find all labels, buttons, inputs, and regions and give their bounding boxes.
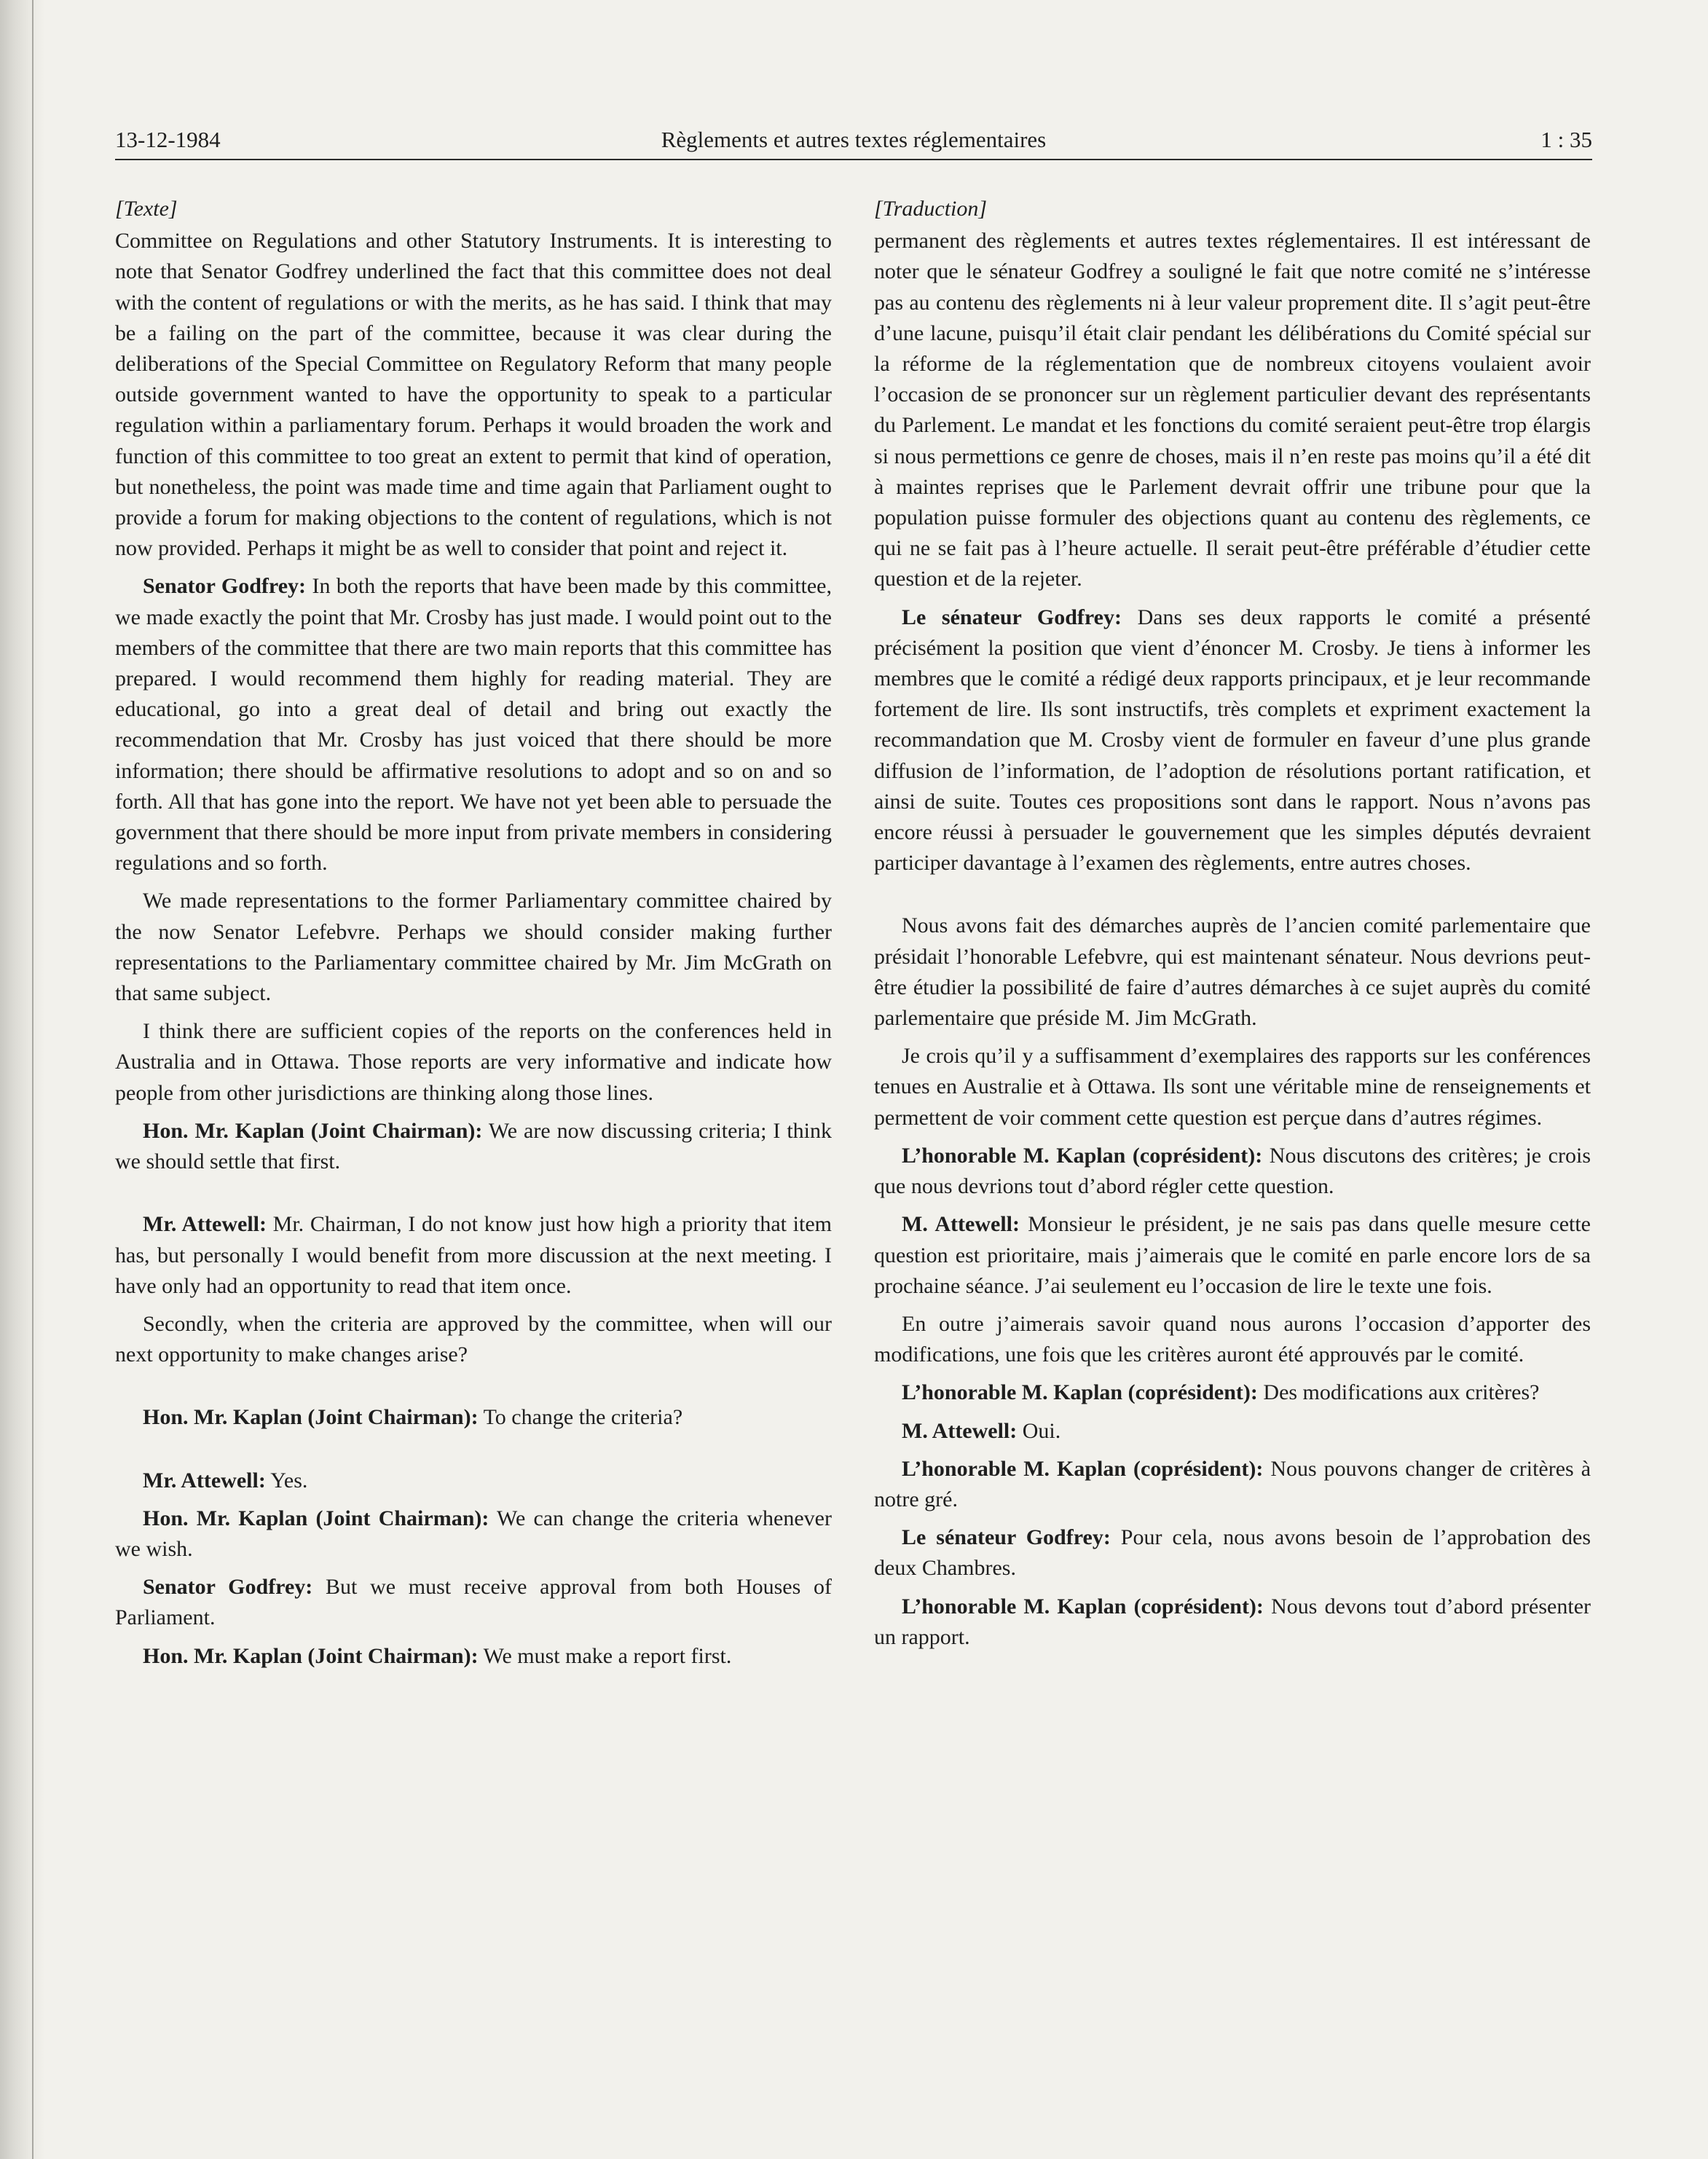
speaker-name: Mr. Attewell:	[143, 1212, 267, 1237]
speaker-name: L’honorable M. Kaplan (coprésident):	[902, 1594, 1264, 1619]
paragraph: permanent des règlements et autres textes réglementaires. Il est intéressant de noter que le sénateur Godfrey a souligné le fait que notre comité ne s’intéresse pas au contenu des règlements ni à leur valeur proprement dite. Il s’agit peut-être d’une lacune, puisqu’il était clair pendant les délibérations du Comité spécial sur la réforme de la réglementation que de nombreux citoyens voulaient avoir l’occasion de se prononcer sur un règlement particulier devant des représentants du Parlement. Le mandat et les fonctions du comité seraient peut-être trop élargis si nous permettions ce genre de choses, mais il n’en reste pas moins qu’il a été dit à maintes reprises que le Parlement devrait offrir une tribune pour que la population puisse formuler des objections quant au contenu des règlements, ce qui ne se fait pas à l’heure actuelle. Il serait peut-être préférable d’étudier cette question et de la rejeter.	[874, 229, 1591, 591]
paragraph: Hon. Mr. Kaplan (Joint Chairman): To change the criteria?	[143, 1405, 683, 1430]
paragraph: En outre j’aimerais savoir quand nous aurons l’occasion d’apporter des modifications, une fois que les critères auront été approuvés par le comité.	[874, 1311, 1591, 1367]
spacer	[115, 1184, 832, 1209]
english-column	[115, 194, 832, 1679]
speaker-name: Senator Godfrey:	[143, 574, 306, 599]
speaker-name: L’honorable M. Kaplan (coprésident):	[902, 1143, 1263, 1168]
paragraph: L’honorable M. Kaplan (coprésident): Nous discutons des critères; je crois que nous devrions tout d’abord régler cette question.	[874, 1143, 1591, 1199]
speaker-name: M. Attewell:	[902, 1212, 1020, 1237]
paragraph: Le sénateur Godfrey: Dans ses deux rapports le comité a présenté précisément la position que vient d’énoncer M. Crosby. Je tiens à informer les membres que le comité a rédigé deux rapports principaux, et je leur recommande fortement de lire. Ils sont instructifs, très complets et expriment exactement la recommandation que M. Crosby vient de formuler en faveur d’une plus grande diffusion de l’information, de l’adoption de résolutions portant ratification, et ainsi de suite. Toutes ces propositions sont dans le rapport. Nous n’avons pas encore réussi à persuader le gouvernement que les simples députés devraient participer davantage à l’examen des règlements, entre autres choses.	[874, 605, 1591, 876]
paragraph: M. Attewell: Monsieur le président, je ne sais pas dans quelle mesure cette question est prioritaire, mais j’aimerais que le comité en parle encore lors de sa prochaine séance. J’ai seulement eu l’occasion de lire le texte une fois.	[874, 1212, 1591, 1298]
paragraph: L’honorable M. Kaplan (coprésident): Des modifications aux critères?	[902, 1380, 1540, 1405]
paragraph: I think there are sufficient copies of the reports on the conferences held in Australia and in Ottawa. Those reports are very informative and indicate how people from other jurisdictions are thinking along those lines.	[115, 1019, 832, 1105]
paragraph: Senator Godfrey: But we must receive approval from both Houses of Parliament.	[115, 1575, 832, 1630]
speaker-name: M. Attewell:	[902, 1418, 1018, 1443]
paragraph: Nous avons fait des démarches auprès de l’ancien comité parlementaire que présidait l’honorable Lefebvre, qui est maintenant sénateur. Nous devrions peut-être étudier la possibilité de faire d’autres démarches à ce sujet auprès du comité parlementaire que préside M. Jim McGrath.	[874, 913, 1591, 1031]
speaker-name: Hon. Mr. Kaplan (Joint Chairman):	[143, 1506, 489, 1530]
column-tag: [Texte]	[115, 197, 178, 221]
spacer	[874, 886, 1591, 911]
speaker-name: Le sénateur Godfrey:	[902, 1525, 1111, 1550]
header-title: Règlements et autres textes réglementaires	[661, 127, 1047, 152]
paragraph: Hon. Mr. Kaplan (Joint Chairman): We must make a report first.	[143, 1643, 732, 1668]
paragraph: Hon. Mr. Kaplan (Joint Chairman): We are now discussing criteria; I think we should settle that first.	[115, 1118, 832, 1174]
header-rule	[115, 159, 1592, 160]
running-header	[115, 122, 1592, 159]
column-tag: [Traduction]	[874, 197, 988, 221]
paragraph: Le sénateur Godfrey: Pour cela, nous avons besoin de l’approbation des deux Chambres.	[874, 1525, 1591, 1581]
speaker-name: Senator Godfrey:	[143, 1575, 313, 1600]
speaker-name: Hon. Mr. Kaplan (Joint Chairman):	[143, 1405, 479, 1430]
paragraph: Hon. Mr. Kaplan (Joint Chairman): We can change the criteria whenever we wish.	[115, 1506, 832, 1561]
header-page-number: 1 : 35	[1540, 127, 1592, 152]
spacer	[115, 1377, 832, 1402]
paragraph: We made representations to the former Parliamentary committee chaired by the now Senator Lefebvre. Perhaps we should consider making further representations to the Parliamentary committee chaired by Mr. Jim McGrath on that same subject.	[115, 889, 832, 1006]
paragraph: Je crois qu’il y a suffisamment d’exemplaires des rapports sur les conférences tenues en Australie et à Ottawa. Ils sont une véritable mine de renseignements et permettent de voir comment cette question est perçue dans d’autres régimes.	[874, 1044, 1591, 1130]
paragraph: Mr. Attewell: Yes.	[143, 1468, 308, 1493]
spacer	[115, 1441, 832, 1466]
paragraph: Mr. Attewell: Mr. Chairman, I do not know just how high a priority that item has, but personally I would benefit from more discussion at the next meeting. I have only had an opportunity to read that item once.	[115, 1212, 832, 1298]
paragraph: Committee on Regulations and other Statutory Instruments. It is interesting to note that Senator Godfrey underlined the fact that this committee does not deal with the content of regulations or with the merits, as he has said. I think that may be a failing on the part of the committee, because it was clear during the deliberations of the Special Committee on Regulatory Reform that many people outside government wanted to have the opportunity to speak to a particular regulation within a parliamentary forum. Perhaps it would broaden the work and function of this committee to too great an extent to permit that kind of operation, but nonetheless, the point was made time and time again that Parliament ought to provide a forum for making objections to the content of regulations, which is not now provided. Perhaps it might be as well to consider that point and reject it.	[115, 229, 832, 561]
paragraph: Secondly, when the criteria are approved by the committee, when will our next opportunity to make changes arise?	[115, 1311, 832, 1367]
paragraph: L’honorable M. Kaplan (coprésident): Nous devons tout d’abord présenter un rapport.	[874, 1594, 1591, 1649]
page-binding-shadow	[0, 0, 45, 2159]
speaker-name: Hon. Mr. Kaplan (Joint Chairman):	[143, 1118, 483, 1143]
speaker-name: L’honorable M. Kaplan (coprésident):	[902, 1456, 1264, 1481]
french-column	[874, 194, 1591, 1660]
binding-edge	[32, 0, 34, 2159]
speaker-name: Le sénateur Godfrey:	[902, 605, 1122, 629]
paragraph: L’honorable M. Kaplan (coprésident): Nous pouvons changer de critères à notre gré.	[874, 1456, 1591, 1511]
speaker-name: L’honorable M. Kaplan (coprésident):	[902, 1380, 1258, 1405]
paragraph: Senator Godfrey: In both the reports that have been made by this committee, we made exactly the point that Mr. Crosby has just made. I would point out to the members of the committee that there are two main reports that this committee has prepared. I would recommend them highly for reading material. They are educational, go into a great deal of detail and bring out exactly the recommendation that Mr. Crosby has just voiced that there should be more information; there should be affirmative resolutions to adopt and so on and so forth. All that has gone into the report. We have not yet been able to persuade the government that there should be more input from private members in considering regulations and so forth.	[115, 574, 832, 876]
header-date: 13-12-1984	[115, 127, 221, 152]
speaker-name: Mr. Attewell:	[143, 1468, 266, 1493]
speaker-name: Hon. Mr. Kaplan (Joint Chairman):	[143, 1643, 479, 1668]
paragraph: M. Attewell: Oui.	[902, 1418, 1061, 1443]
